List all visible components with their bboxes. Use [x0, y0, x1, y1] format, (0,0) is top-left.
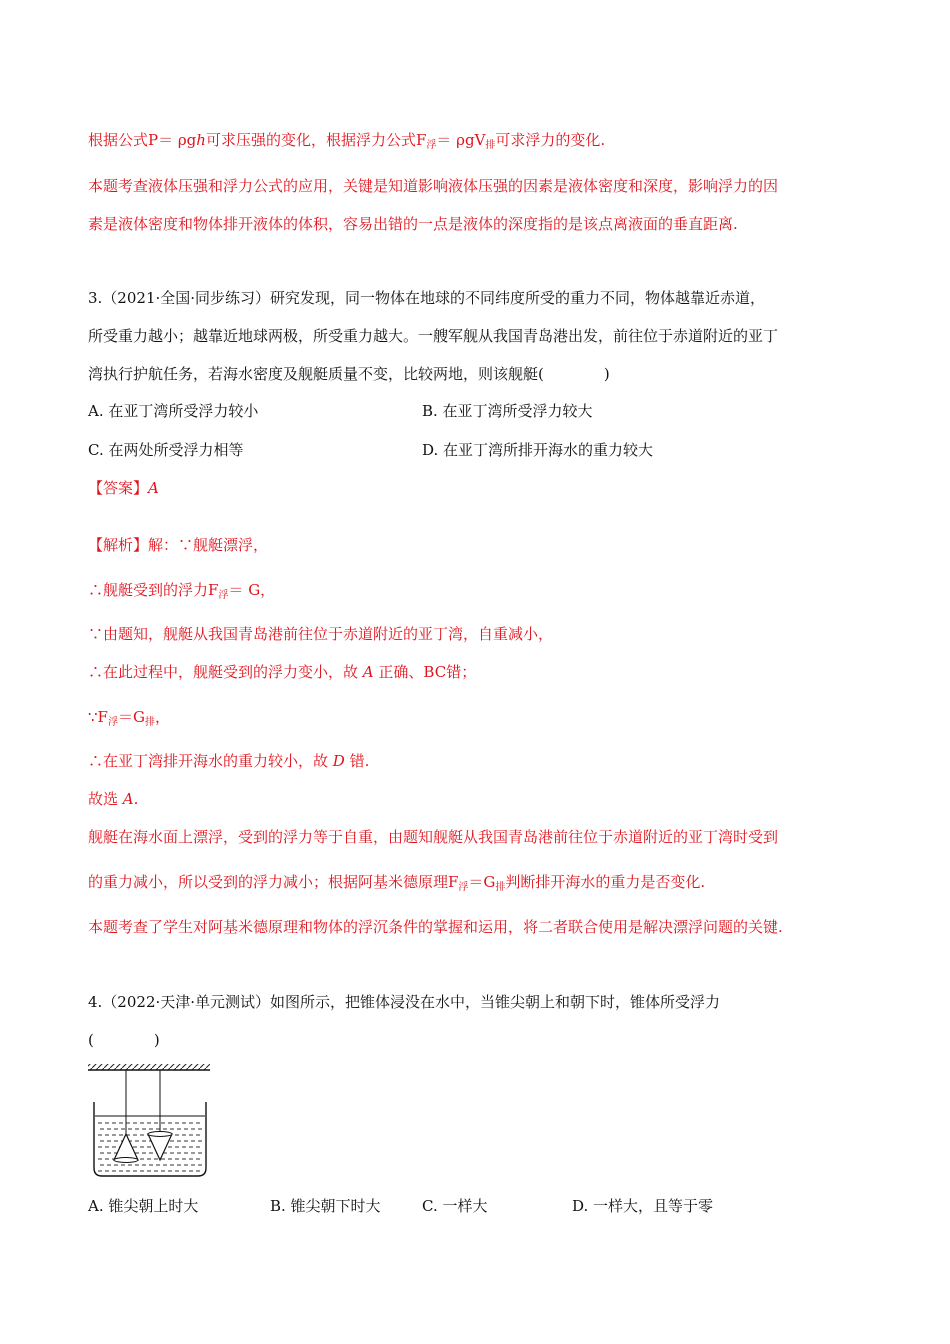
- q3-analysis-line-3: ∵由题知，舰艇从我国青岛港前往位于赤道附近的亚丁湾，自重减小，: [88, 625, 554, 643]
- q3-analysis-line-2: ∴舰艇受到的浮力$F_浮= G$，: [88, 581, 276, 601]
- q4-stem-line-2: ( ): [88, 1031, 160, 1049]
- q3-analysis-line-9: 的重力减小，所以受到的浮力减小；根据阿基米德原理$F_浮=G_排$判断排开海水的重力是否变化.: [88, 873, 706, 893]
- q3-option-d: D. 在亚丁湾所排开海水的重力较大: [422, 441, 654, 459]
- q4-option-a: A. 锥尖朝上时大: [88, 1197, 199, 1215]
- cone-tip-down-base: [148, 1132, 172, 1137]
- ceiling-hatch: [88, 1064, 210, 1070]
- q4-option-b: B. 锥尖朝下时大: [270, 1197, 381, 1215]
- q3-stem-line-3: 湾执行护航任务，若海水密度及舰艇质量不变，比较两地，则该舰艇( ): [88, 365, 610, 383]
- formula-line: 根据公式P＝ ρgh可求压强的变化，根据浮力公式$F_浮= \rho gV_排$可求浮力的变化.: [88, 131, 606, 151]
- q3-option-c: C. 在两处所受浮力相等: [88, 441, 244, 459]
- q3-analysis-line-7: 故选 A.: [88, 790, 139, 808]
- q3-answer: 【答案】A: [88, 479, 159, 497]
- q4-stem-line-1: 4.（2022·天津·单元测试）如图所示，把锥体浸没在水中，当锥尖朝上和朝下时，锥体所受浮力: [88, 993, 721, 1011]
- q3-analysis-line-8: 舰艇在海水面上漂浮，受到的浮力等于自重，由题知舰艇从我国青岛港前往位于赤道附近的亚丁湾时受到: [88, 828, 779, 846]
- q3-option-b: B. 在亚丁湾所受浮力较大: [422, 402, 593, 420]
- q3-analysis-line-10: 本题考查了学生对阿基米德原理和物体的浮沉条件的掌握和运用，将二者联合使用是解决漂浮问题的关键.: [88, 918, 783, 936]
- water-dashes: [98, 1123, 203, 1171]
- q3-analysis-line-6: ∴在亚丁湾排开海水的重力较小，故 D 错.: [88, 752, 370, 770]
- q3-analysis-line-5: $\because F_浮=G_排$，: [88, 708, 170, 728]
- q3-stem-line-1: 3.（2021·全国·同步练习）研究发现，同一物体在地球的不同纬度所受的重力不同，物体越靠近赤道，: [88, 289, 766, 307]
- q3-stem-line-2: 所受重力越小；越靠近地球两极，所受重力越大。一艘军舰从我国青岛港出发，前往位于赤道附近的亚丁: [88, 327, 779, 345]
- q4-option-c: C. 一样大: [422, 1197, 488, 1215]
- cone-tip-up-base: [114, 1158, 138, 1163]
- q3-analysis-line-1: 【解析】解：∵舰艇漂浮，: [88, 536, 269, 554]
- summary-line-1: 本题考查液体压强和浮力公式的应用，关键是知道影响液体压强的因素是液体密度和深度，影响浮力的因: [88, 177, 779, 195]
- cone-in-water-figure: [86, 1062, 212, 1184]
- q4-option-d: D. 一样大，且等于零: [572, 1197, 714, 1215]
- summary-line-2: 素是液体密度和物体排开液体的体积，容易出错的一点是液体的深度指的是该点离液面的垂直距离.: [88, 215, 738, 233]
- q3-analysis-line-4: ∴在此过程中，舰艇受到的浮力变小，故 A 正确、BC错；: [88, 663, 477, 681]
- q3-option-a: A. 在亚丁湾所受浮力较小: [88, 402, 259, 420]
